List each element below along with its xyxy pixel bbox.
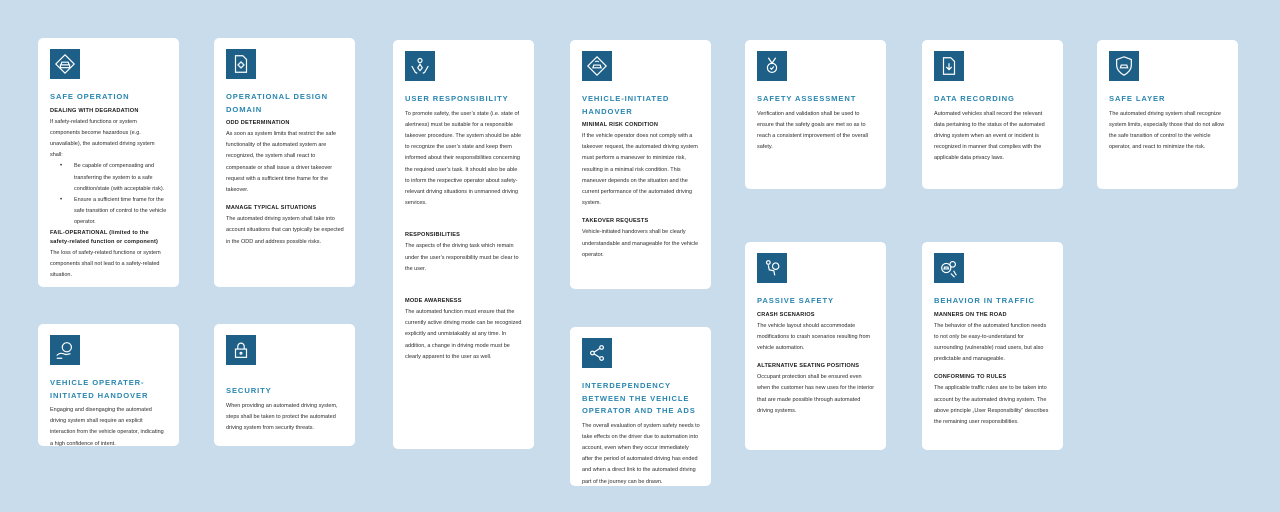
card-text: The overall evaluation of system safety needs to take effects on the driver due to automation into account, even when they occur immediately after the period of automated driving has ended and when a direct link to the automated driving part of the journey can be drawn. [582, 422, 700, 485]
card-title: USER RESPONSIBILITY [405, 94, 509, 103]
card-behavior-in-traffic [922, 242, 1063, 450]
car-shield-icon [1109, 51, 1139, 81]
card-text: If safety-related functions or system components become hazardous (e.g. unavailable), the automated driving system shall: [50, 118, 155, 159]
card-safe-layer [1097, 40, 1238, 189]
card-operational-design-domain [214, 38, 355, 287]
card-interdependency [570, 327, 711, 486]
card-text: Engaging and disengaging the automated driving system shall require an explicit interaction from the vehicle operator, indicating a high confidence of intent. [50, 407, 164, 446]
card-title: VEHICLE-INITIATED HANDOVER [582, 94, 670, 116]
hand-steering-icon [50, 335, 80, 365]
lock-icon [226, 335, 256, 365]
card-subheading: MANAGE TYPICAL SITUATIONS [226, 205, 317, 212]
card-subheading: CONFORMING TO RULES [934, 374, 1007, 381]
card-subheading: DEALING WITH DEGRADATION [50, 107, 139, 114]
bullet-list [50, 161, 168, 228]
card-text: As soon as system limits that restrict the safe functionality of the automated system are recognized, the system shall react to compensate or shall issue a driver takeover request with a sufficient time frame for the takeover. [226, 131, 337, 194]
card-subheading: RESPONSIBILITIES [405, 232, 461, 239]
car-signal-icon [582, 51, 612, 81]
bullet-item: • Be capable of compensating and transferring the system to a safe condition/state (with acceptable risk). [60, 161, 168, 195]
person-hands-icon [405, 51, 435, 81]
card-title: PASSIVE SAFETY [757, 296, 835, 305]
card-text: To promote safety, the user’s state (i.e. state of alertness) must be suitable for a responsible takeover procedure. The system should be able to recognize the user’s state and keep them informed about their responsibilities concerning the required user’s task. It should also be able to inform the respective operator about safety-relevant driving situations in unmanned driving services. [405, 110, 522, 207]
car-front-icon [50, 49, 80, 79]
medal-icon [757, 51, 787, 81]
card-title: SAFETY ASSESSMENT [757, 94, 857, 103]
card-subheading: MINIMAL RISK CONDITION [582, 122, 659, 128]
card-security [214, 324, 355, 446]
card-title: SAFE OPERATION [50, 92, 130, 101]
card-title: SAFE LAYER [1109, 94, 1166, 103]
card-text: Vehicle-initiated handovers shall be clearly understandable and manageable for the vehicle operator. [582, 229, 699, 258]
card-title: BEHAVIOR IN TRAFFIC [934, 296, 1035, 305]
airbag-icon [757, 253, 787, 283]
card-text: The behavior of the automated function needs to not only be easy-to-understand for surrounding (vulnerable) road users, but also predictable and manageable. [934, 322, 1047, 363]
share-nodes-icon [582, 338, 612, 368]
card-passive-safety [745, 242, 886, 450]
card-safety-assessment [745, 40, 886, 189]
download-tray-icon [934, 51, 964, 81]
card-text: Verification and validation shall be used to ensure that the safety goals are met so as to reach a consistent improvement of the overall safety. [757, 110, 868, 151]
card-text: The aspects of the driving task which remain under the user’s responsibility must be clear to the user. [405, 243, 519, 272]
card-text: The automated driving system shall take into account situations that can typically be expected in the ODD and address possible risks. [226, 216, 344, 245]
document-gear-icon [226, 49, 256, 79]
card-user-responsibility [393, 40, 534, 449]
card-text: When providing an automated driving system, steps shall be taken to protect the automated driving system from security threats. [226, 402, 338, 431]
card-vehicle-initiated-handover [570, 40, 711, 289]
card-title: VEHICLE OPERATER-INITIATED HANDOVER [50, 378, 149, 400]
card-text: Occupant protection shall be ensured even when the customer has new uses for the interior that are made possible through automated driving systems. [757, 374, 875, 414]
card-subheading: TAKEOVER REQUESTS [582, 218, 649, 225]
card-operator-handover [38, 324, 179, 446]
card-subheading: MODE AWARENESS [405, 297, 462, 304]
card-subheading: MANNERS ON THE ROAD [934, 311, 1007, 318]
card-text: The loss of safety-related functions or system components shall not lead to a safety-related situation. [50, 249, 161, 278]
card-title: DATA RECORDING [934, 94, 1015, 103]
card-text: The automated function must ensure that the currently active driving mode can be recognized explicitly and unmistakably at any time. In addition, a change in driving mode must be clearly apparent to the user as well. [405, 308, 522, 360]
card-text: If the vehicle operator does not comply with a takeover request, the automated driving system must perform a maneuver to minimize risk, resulting in a minimal risk condition. This maneuver depends on the situation and the current performance of the automated driving system. [582, 133, 698, 207]
card-title: INTERDEPENDENCY BETWEEN THE VEHICLE OPERATOR AND THE ADS [582, 381, 696, 415]
card-text: The applicable traffic rules are to be taken into account by the automated driving system. The above principle „User Responsibility“ describes the remaining user responsibilities. [934, 385, 1049, 425]
card-subheading: CRASH SCENARIOS [757, 311, 815, 318]
card-subheading: ODD DETERMINATION [226, 120, 290, 126]
card-title: OPERATIONAL DESIGN DOMAIN [226, 92, 328, 114]
card-subheading: FAIL-OPERATIONAL (limited to the safety-related function or component) [50, 229, 159, 245]
card-text: The automated driving system shall recognize system limits, especially those that do not allow the safe transition of control to the vehicle operator, and react to minimize the risk. [1109, 110, 1225, 151]
card-title: SECURITY [226, 386, 272, 395]
card-subheading: ALTERNATIVE SEATING POSITIONS [757, 363, 860, 370]
card-text: Automated vehicles shall record the relevant data pertaining to the status of the automated driving system when an event or incident is recognized in manner that complies with the applicable data privacy laws. [934, 110, 1045, 162]
card-text: The vehicle layout should accommodate modifications to crash scenarios resulting from vehicle automation. [757, 322, 871, 351]
cars-traffic-icon [934, 253, 964, 283]
bullet-item: • Ensure a sufficient time frame for the safe transition of control to the vehicle operator. [60, 195, 168, 229]
card-data-recording [922, 40, 1063, 189]
card-safe-operation [38, 38, 179, 287]
